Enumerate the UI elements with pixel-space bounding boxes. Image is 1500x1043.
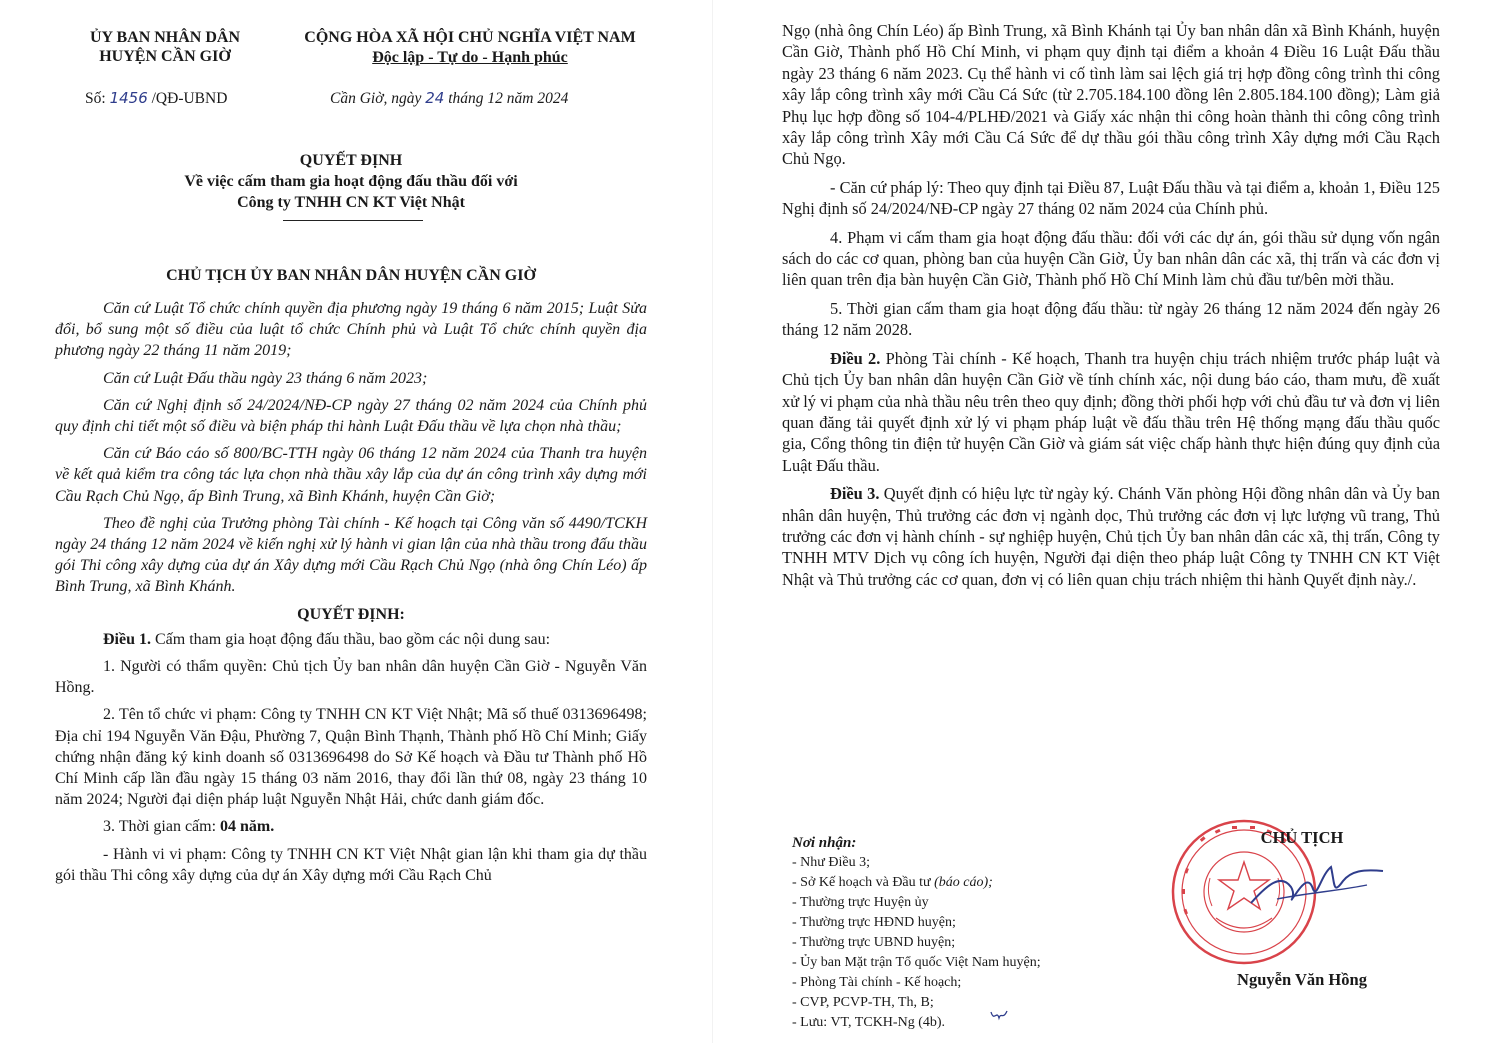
org-line-1: ỦY BAN NHÂN DÂN <box>89 29 241 46</box>
recipients-title: Nơi nhận: <box>792 835 857 851</box>
article-2-label: Điều 2. <box>830 348 881 368</box>
date-suffix: tháng 12 năm 2024 <box>448 90 569 107</box>
decision-body-left <box>55 298 647 892</box>
motto: Độc lập - Tự do - Hạnh phúc <box>372 49 568 66</box>
recipient-item: - CVP, PCVP-TH, Th, B; <box>792 995 934 1010</box>
article-1-label: Điều 1. <box>103 630 151 648</box>
recipients-list <box>792 833 1041 1033</box>
number-suffix: /QĐ-UBND <box>151 90 228 107</box>
signer-name: Nguyễn Văn Hồng <box>1237 970 1367 989</box>
title-line-3: Công ty TNHH CN KT Việt Nhật <box>237 194 465 211</box>
ban-duration-label: 3. Thời gian cấm: <box>103 818 217 836</box>
article-1-item-3 <box>55 816 647 837</box>
article-3 <box>782 483 1440 590</box>
violation-start: - Hành vi vi phạm: Công ty TNHH CN KT Việt Nhật gian lận khi tham gia dự thầu gói thầu Thi công xây dựng của dự án Xây dựng mới Cầu Rạch Chủ <box>55 845 647 884</box>
decision-body-right <box>782 20 1440 597</box>
document-number <box>85 89 227 108</box>
handwritten-initials-icon <box>989 1008 1009 1024</box>
legal-basis-5: Theo đề nghị của Trưởng phòng Tài chính - Kế hoạch tại Công văn số 4490/TCKH ngày 24 tháng 12 năm 2024 về kiến nghị xử lý hành vi gian lận của nhà thầu trong đấu thầu gói Thi công xây dựng của dự án Xây dựng mới Cầu Rạch Chủ Ngọ (nhà ông Chín Léo) ấp Bình Trung, xã Bình Khánh. <box>55 514 647 596</box>
article-1 <box>55 629 647 650</box>
handwritten-number: 1456 <box>109 89 148 107</box>
article-2 <box>782 348 1440 476</box>
handwritten-day: 24 <box>425 89 445 107</box>
article-3-label: Điều 3. <box>830 484 880 504</box>
authority-heading: CHỦ TỊCH ỦY BAN NHÂN DÂN HUYỆN CẦN GIỜ <box>166 267 536 284</box>
title-line-1: QUYẾT ĐỊNH <box>299 152 403 169</box>
document-page-2 <box>782 0 1440 1043</box>
title-underline <box>283 220 423 221</box>
recipient-item: - Ủy ban Mặt trận Tổ quốc Việt Nam huyện; <box>792 955 1041 970</box>
signer-title: CHỦ TỊCH <box>1260 828 1344 847</box>
article-1-item-2: 2. Tên tổ chức vi phạm: Công ty TNHH CN KT Việt Nhật; Mã số thuế 0313696498; Địa chỉ 194 Nguyễn Văn Đậu, Phường 7, Quận Bình Thạnh, Thành phố Hồ Chí Minh; Giấy chứng nhận đăng ký kinh doanh số 0313696498 do Sở Kế hoạch và Đầu tư Thành phố Hồ Chí Minh cấp lần đầu ngày 15 tháng 03 năm 2016, thay đổi lần thứ 08, ngày 23 tháng 10 năm 2024; Người đại diện pháp luật Nguyễn Nhật Hải, chức danh giám đốc. <box>55 706 647 809</box>
recipient-item: - Lưu: VT, TCKH-Ng (4b). <box>792 1015 946 1030</box>
article-1-item-1: 1. Người có thẩm quyền: Chủ tịch Ủy ban nhân dân huyện Cần Giờ - Nguyễn Văn Hồng. <box>55 658 647 697</box>
recipient-item-text: - Sở Kế hoạch và Đầu tư <box>792 875 931 890</box>
legal-basis-3: Căn cứ Nghị định số 24/2024/NĐ-CP ngày 27 tháng 02 năm 2024 của Chính phủ quy định chi tiết một số điều và biện pháp thi hành Luật Đấu thầu về lựa chọn nhà thầu; <box>55 396 647 436</box>
document-title <box>55 150 647 213</box>
nation-line: CỘNG HÒA XÃ HỘI CHỦ NGHĨA VIỆT NAM <box>304 29 636 46</box>
recipient-item: - Thường trực UBND huyện; <box>792 935 956 950</box>
recipient-item-note: (báo cáo); <box>934 875 993 890</box>
article-3-text: Quyết định có hiệu lực từ ngày ký. Chánh Văn phòng Hội đồng nhân dân và Ủy ban nhân dân huyện, Thủ trưởng các đơn vị ngành dọc, Thủ trưởng các đơn vị lực lượng vũ trang, Thủ trưởng các đơn vị hành chính - sự nghiệp huyện, Chủ tịch Ủy ban nhân dân các xã, thị trấn, Công ty TNHH MTV Dịch vụ công ích huyện, Người đại diện theo pháp luật Công ty TNHH CN KT Việt Nhật và Thủ trưởng các cơ quan, đơn vị có liên quan chịu trách nhiệm thi hành Quyết định này./. <box>782 484 1440 589</box>
legal-basis-1: Căn cứ Luật Tổ chức chính quyền địa phương ngày 19 tháng 6 năm 2015; Luật Sửa đổi, bổ sung một số điều của luật tổ chức Chính phủ và Luật Tổ chức chính quyền địa phương ngày 22 tháng 11 năm 2019; <box>55 300 647 360</box>
article-1-item-4: 4. Phạm vi cấm tham gia hoạt động đấu thầu: đối với các dự án, gói thầu sử dụng vốn ngân sách do các cơ quan, phòng ban của huyện Cần Giờ, Ủy ban nhân dân các xã, thị trấn và các đơn vị liên quan trên địa bàn huyện Cần Giờ, Thành phố Hồ Chí Minh làm chủ đầu tư/bên mời thầu. <box>782 227 1440 290</box>
org-line-2: HUYỆN CẦN GIỜ <box>99 48 231 65</box>
decision-heading: QUYẾT ĐỊNH: <box>297 605 405 623</box>
legal-basis-2: Căn cứ Luật Đấu thầu ngày 23 tháng 6 năm 2023; <box>103 369 428 387</box>
date-prefix: Cần Giờ, ngày <box>330 90 422 107</box>
article-1-text: Cấm tham gia hoạt động đấu thầu, bao gồm các nội dung sau: <box>155 630 551 648</box>
recipient-item: - Thường trực Huyện ủy <box>792 895 929 910</box>
recipient-item: - Thường trực HĐND huyện; <box>792 915 956 930</box>
document-page-1 <box>55 0 647 1043</box>
number-prefix: Số: <box>85 90 106 107</box>
legal-basis-4: Căn cứ Báo cáo số 800/BC-TTH ngày 06 tháng 12 năm 2024 của Thanh tra huyện về kết quả kiểm tra công tác lựa chọn nhà thầu xây lắp của dự án công trình xây dựng mới Cầu Rạch Chủ Ngọ, ấp Bình Trung, xã Bình Khánh, huyện Cần Giờ; <box>55 445 647 505</box>
title-line-2: Về việc cấm tham gia hoạt động đấu thầu đối với <box>184 173 518 190</box>
recipient-item: - Phòng Tài chính - Kế hoạch; <box>792 975 962 990</box>
national-title <box>285 28 655 68</box>
page-gutter <box>712 0 713 1043</box>
issuing-authority <box>65 28 265 66</box>
article-1-item-5: 5. Thời gian cấm tham gia hoạt động đấu thầu: từ ngày 26 tháng 12 năm 2024 đến ngày 26 tháng 12 năm 2028. <box>782 298 1440 340</box>
ban-duration-value: 04 năm. <box>220 818 275 836</box>
legal-basis-violation: - Căn cứ pháp lý: Theo quy định tại Điều 87, Luật Đấu thầu và tại điểm a, khoản 1, Điều 125 Nghị định số 24/2024/NĐ-CP ngày 27 tháng 02 năm 2024 của Chính phủ. <box>782 177 1440 219</box>
recipient-item: - Như Điều 3; <box>792 855 870 870</box>
handwritten-signature-icon <box>1247 855 1387 915</box>
recipient-item <box>792 873 1041 893</box>
document-date <box>330 89 568 108</box>
violation-continued: Ngọ (nhà ông Chín Léo) ấp Bình Trung, xã Bình Khánh tại Ủy ban nhân dân xã Bình Khánh, huyện Cần Giờ, Thành phố Hồ Chí Minh, vi phạm quy định tại điểm a khoản 4 Điều 16 Luật Đấu thầu ngày 23 tháng 6 năm 2023. Cụ thể hành vi cố tình làm sai lệch giá trị hợp đồng công trình thi công xây lắp công trình xây mới Cầu Cá Sức (từ 2.705.184.100 đồng lên 2.805.184.100 đồng); Làm giả Phụ lục hợp đồng số 104-4/PLHĐ/2021 và Giấy xác nhận thi công hoàn thành thi công công trình xây lắp công trình Xây mới Cầu Cá Sức để dự thầu gói thầu công trình Xây dựng mới Cầu Rạch Chủ Ngọ. <box>782 21 1440 169</box>
article-2-text: Phòng Tài chính - Kế hoạch, Thanh tra huyện chịu trách nhiệm trước pháp luật và Chủ tịch Ủy ban nhân dân huyện Cần Giờ về tính chính xác, nội dung báo cáo, tham mưu, đề xuất xử lý vi phạm của nhà thầu nêu trên theo quy định; đồng thời phối hợp với chủ đầu tư và đơn vị liên quan đăng tải quyết định xử lý vi phạm pháp luật về đấu thầu trên Hệ thống mạng đấu thầu quốc gia, Cổng thông tin điện tử huyện Cần Giờ và giám sát việc chấp hành thực hiện đúng quy định của Luật Đấu thầu. <box>782 348 1440 475</box>
